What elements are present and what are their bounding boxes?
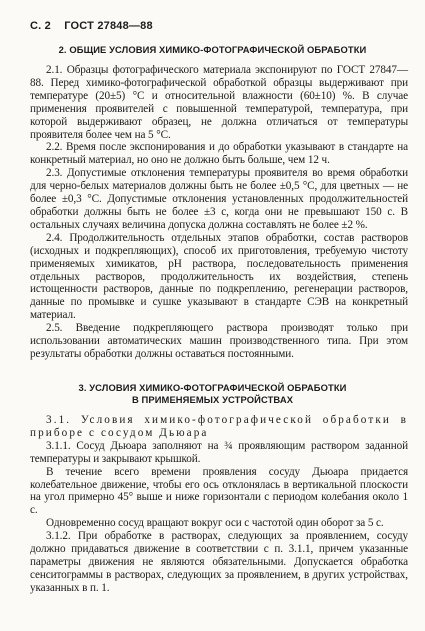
section-3-heading-line-1: 3. УСЛОВИЯ ХИМИКО-ФОТОГРАФИЧЕСКОЙ ОБРАБОТКИ [78, 382, 347, 393]
paragraph-2-2: 2.2. Время после экспонирования и до обработки указывают в стандарте на конкретный материал, но оно не должно быть больше, чем 12 ч. [30, 141, 408, 167]
paragraph-2-5: 2.5. Введение подкрепляющего раствора производят только при использовании автоматических машин производственного типа. При этом результаты обработки должны оставаться постоянными. [30, 322, 408, 360]
paragraph-2-1: 2.1. Образцы фотографического материала экспонируют по ГОСТ 27847—88. Перед химико-фотографической обработкой образцы выдерживают при температуре (20±5) °С и относительной влажности (60±10) %. В случае применения проявителей с повышенной температурой, температура, при которой выдерживают образец, не должна отличаться от температуры проявителя более чем на 5 °С. [30, 64, 408, 141]
section-2-body [30, 64, 408, 361]
paragraph-2-3: 2.3. Допустимые отклонения температуры проявителя во время обработки для черно-белых материалов должны быть не более ±0,5 °С, для цветных — не более ±0,3 °С. Допустимые отклонения установленных продолжительностей обработки должны быть не более ±3 с, когда они не превышают 150 с. В остальных случаях величина допуска должна составлять не более ±2 %. [30, 167, 408, 231]
paragraph-3-1-1-motion: В течение всего времени проявления сосуду Дьюара придается колебательное движение, чтобы его ось отклонялась в вертикальной плоскости на угол примерно 45° выше и ниже горизонтали с периодом колебания около 1 с. [30, 465, 408, 517]
page-header [30, 20, 163, 32]
paragraph-2-4: 2.4. Продолжительность отдельных этапов обработки, состав растворов (исходных и подкрепляющих), способ их приготовления, требуемую чистоту применяемых химикатов, pH раствора, последовательность применения отдельных растворов, продолжительность их воздействия, степень истощенности растворов, данные по подкреплению, регенерации растворов, данные по промывке и сушке указывают в стандарте СЭВ на конкретный материал. [30, 231, 408, 322]
section-3-body [30, 414, 408, 595]
section-3-heading-line-2: В ПРИМЕНЯЕМЫХ УСТРОЙСТВАХ [131, 394, 294, 405]
paragraph-3-1-1-rotation: Одновременно сосуд вращают вокруг оси с частотой один оборот за 5 с. [46, 517, 384, 530]
paragraph-3-1-title: 3.1. Условия химико-фотографической обработки в приборе с сосудом Дьюара [30, 414, 408, 439]
paragraph-3-1-2: 3.1.2. При обработке в растворах, следующих за проявлением, сосуду должно придаваться движение в соответствии с п. 3.1.1, причем указанные параметры движения не являются обязательными. Допускается обработка сенситограммы в растворах, следующих за проявлением, в других устройствах, указанных в п. 1. [30, 530, 408, 594]
section-2-heading: 2. ОБЩИЕ УСЛОВИЯ ХИМИКО-ФОТОГРАФИЧЕСКОЙ ОБРАБОТКИ [58, 44, 367, 55]
standard-code: ГОСТ 27848—88 [64, 20, 153, 32]
paragraph-3-1-1: 3.1.1. Сосуд Дьюара заполняют на ¾ проявляющим раствором заданной температуры и закрывают крышкой. [30, 439, 408, 465]
page-number: С. 2 [30, 20, 51, 32]
